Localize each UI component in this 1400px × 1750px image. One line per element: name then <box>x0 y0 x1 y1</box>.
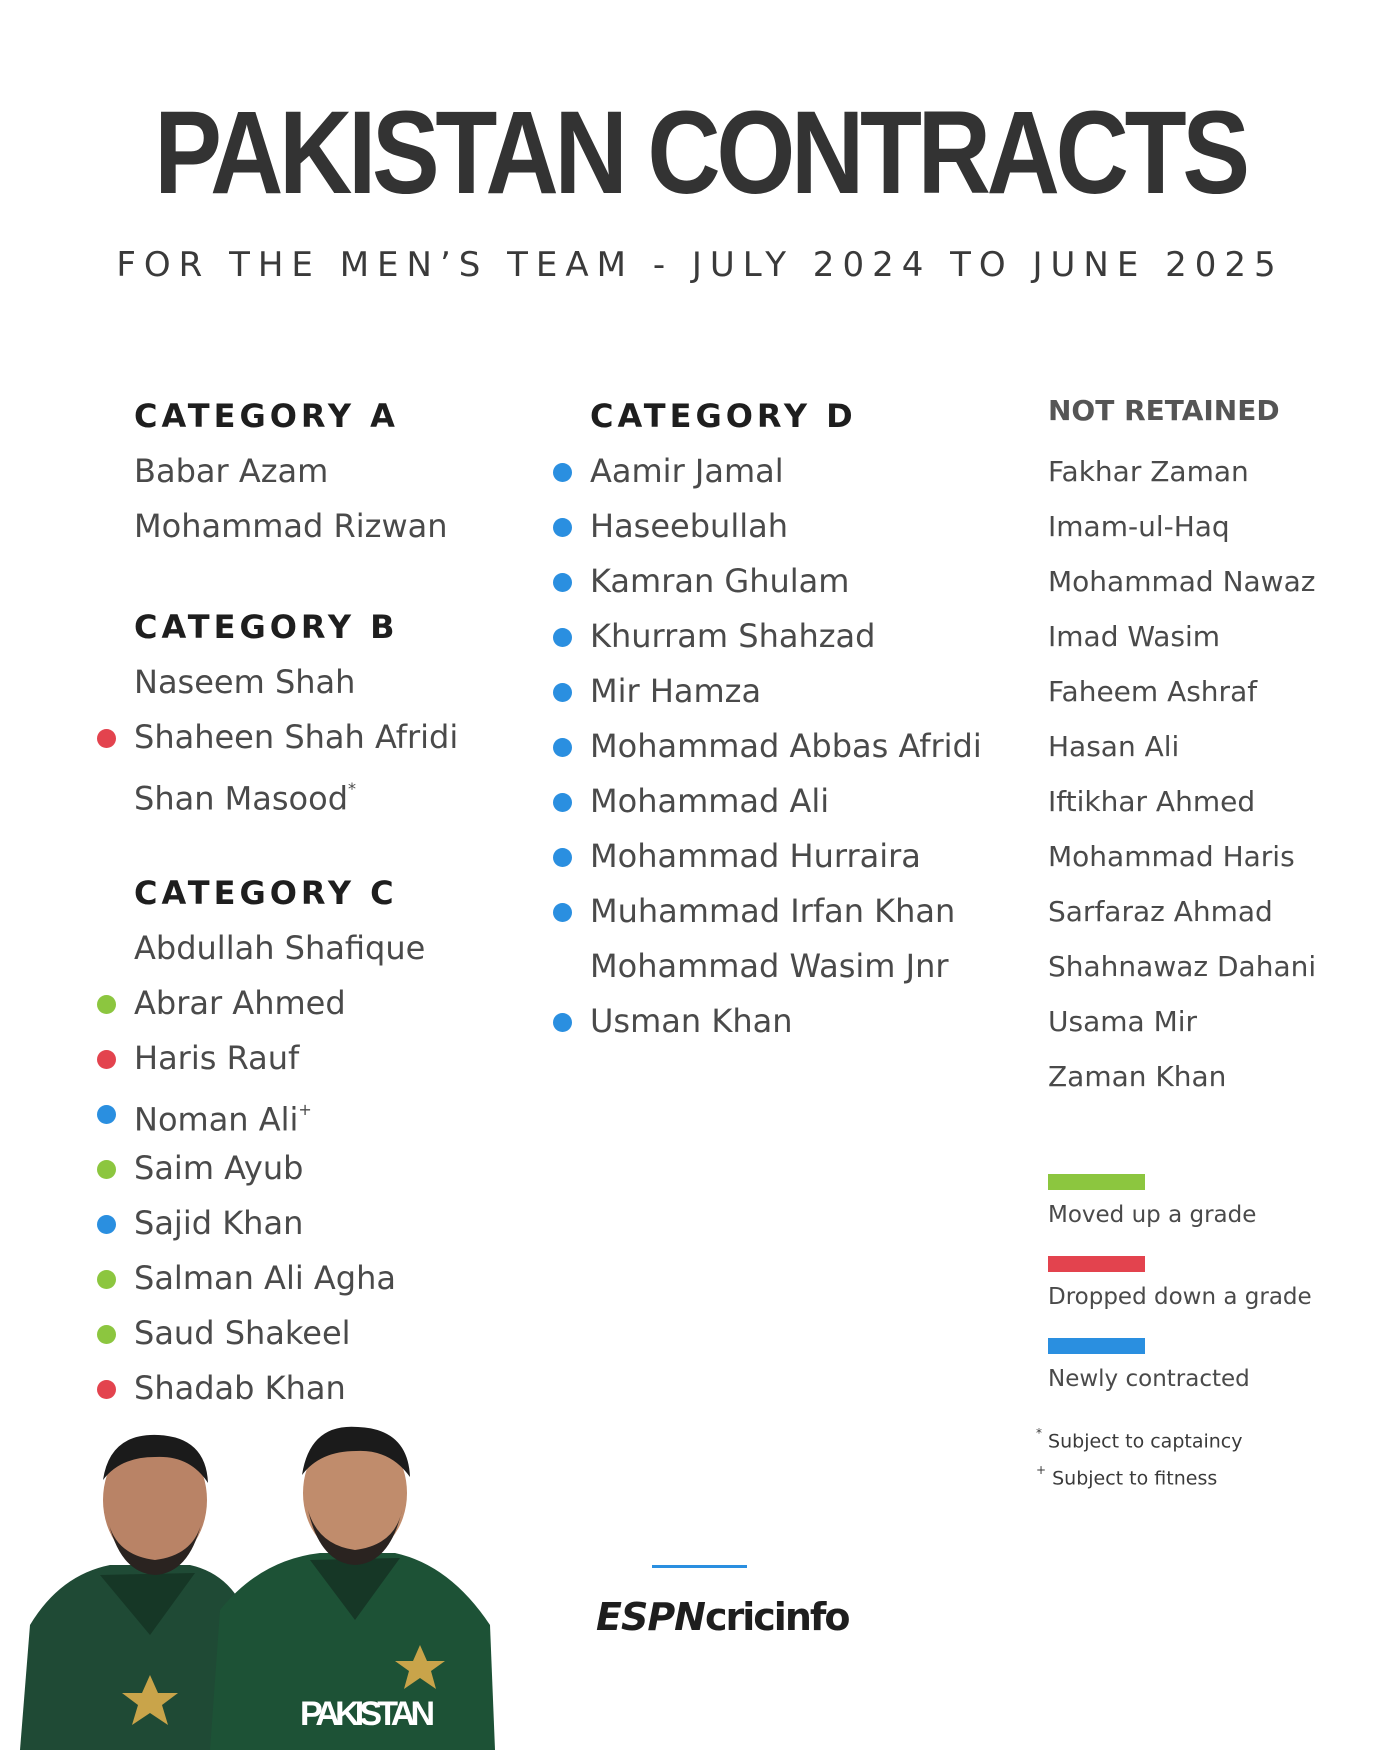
not-retained-player: Fakhar Zaman <box>1048 455 1249 488</box>
legend-swatch-down <box>1048 1256 1145 1272</box>
not-retained-player: Mohammad Nawaz <box>1048 565 1316 598</box>
player-row <box>134 1196 514 1251</box>
player-row <box>134 976 514 1031</box>
logo-espn: ESPN <box>596 1595 705 1639</box>
category-c-list <box>134 921 514 1416</box>
status-dot-up <box>97 995 116 1014</box>
not-retained-heading: NOT RETAINED <box>1048 394 1280 427</box>
status-dot-new <box>553 903 572 922</box>
player-row <box>134 710 514 765</box>
player-name: Noman Ali <box>134 1100 299 1139</box>
not-retained-player: Usama Mir <box>1048 1005 1198 1038</box>
status-dot-new <box>553 518 572 537</box>
status-dot-up <box>97 1270 116 1289</box>
category-a-section <box>134 388 514 554</box>
player-row <box>590 609 1010 664</box>
category-a-list <box>134 444 514 554</box>
not-retained-player: Shahnawaz Dahani <box>1048 950 1317 983</box>
category-c-heading: CATEGORY C <box>134 874 398 912</box>
status-dot-new <box>553 573 572 592</box>
player-footnote-mark: + <box>298 1100 312 1119</box>
player-row <box>134 765 514 820</box>
player-name: Mohammad Abbas Afridi <box>590 727 982 765</box>
player-row <box>134 1086 514 1141</box>
player-name: Saud Shakeel <box>134 1314 351 1352</box>
asterisk-mark: * <box>1036 1426 1042 1440</box>
player-name: Abrar Ahmed <box>134 984 346 1022</box>
status-dot-down <box>97 1050 116 1069</box>
status-dot-down <box>97 729 116 748</box>
player-row <box>590 499 1010 554</box>
status-dot-new <box>97 1215 116 1234</box>
player-name: Shadab Khan <box>134 1369 346 1407</box>
player-name: Shan Masood <box>134 779 349 818</box>
category-d-heading: CATEGORY D <box>590 397 857 435</box>
legend-swatch-up <box>1048 1174 1145 1190</box>
player-footnote-mark: * <box>348 779 357 798</box>
status-dot-new <box>553 848 572 867</box>
logo-divider <box>652 1565 747 1568</box>
player-name: Babar Azam <box>134 452 329 490</box>
player-name: Aamir Jamal <box>590 452 784 490</box>
footnote-captaincy <box>1036 1420 1378 1457</box>
status-dot-new <box>553 683 572 702</box>
page-title: PAKISTAN CONTRACTS <box>154 87 1246 219</box>
player-name: Mohammad Hurraira <box>590 837 921 875</box>
status-dot-new <box>553 463 572 482</box>
player-row <box>134 499 514 554</box>
footnote-captaincy-text: Subject to captaincy <box>1048 1430 1243 1453</box>
status-dot-down <box>97 1380 116 1399</box>
status-dot-new <box>553 738 572 757</box>
player-row <box>134 1251 514 1306</box>
jersey-text: PAKISTAN <box>300 1695 435 1733</box>
player-name: Sajid Khan <box>134 1204 304 1242</box>
not-retained-player: Sarfaraz Ahmad <box>1048 895 1273 928</box>
status-dot-new <box>553 793 572 812</box>
status-dot-new <box>553 628 572 647</box>
not-retained-player: Iftikhar Ahmed <box>1048 785 1256 818</box>
legend-swatch-new <box>1048 1338 1145 1354</box>
player-name: Saim Ayub <box>134 1149 304 1187</box>
player-row <box>134 655 514 710</box>
category-b-heading: CATEGORY B <box>134 608 399 646</box>
not-retained-player: Faheem Ashraf <box>1048 675 1258 708</box>
not-retained-list <box>1048 444 1378 1104</box>
player-row <box>590 884 1010 939</box>
player-name: Mir Hamza <box>590 672 762 710</box>
player-name: Salman Ali Agha <box>134 1259 396 1297</box>
not-retained-player: Mohammad Haris <box>1048 840 1295 873</box>
player-name: Abdullah Shafique <box>134 929 426 967</box>
player-row <box>590 719 1010 774</box>
player-name: Mohammad Ali <box>590 782 830 820</box>
player-name: Mohammad Rizwan <box>134 507 448 545</box>
category-b-list <box>134 655 514 820</box>
category-c-section <box>134 865 514 1416</box>
status-dot-up <box>97 1325 116 1344</box>
footnotes <box>1036 1420 1378 1495</box>
status-dot-up <box>97 1160 116 1179</box>
player-name: Usman Khan <box>590 1002 793 1040</box>
player-row <box>134 444 514 499</box>
player-row <box>590 444 1010 499</box>
legend-label-new: Newly contracted <box>1048 1366 1250 1392</box>
player-name: Haris Rauf <box>134 1039 300 1077</box>
category-d-list <box>590 444 1010 1049</box>
status-dot-new <box>97 1105 116 1124</box>
legend-label-down: Dropped down a grade <box>1048 1284 1312 1310</box>
player-name: Mohammad Wasim Jnr <box>590 947 949 985</box>
player-row <box>134 1141 514 1196</box>
player-name: Haseebullah <box>590 507 788 545</box>
player-row <box>134 921 514 976</box>
player-name: Naseem Shah <box>134 663 356 701</box>
player-row <box>590 664 1010 719</box>
player-name: Kamran Ghulam <box>590 562 850 600</box>
player-row <box>134 1306 514 1361</box>
player-name: Shaheen Shah Afridi <box>134 718 459 756</box>
footnote-fitness-text: Subject to fitness <box>1052 1467 1218 1490</box>
category-a-heading: CATEGORY A <box>134 397 399 435</box>
legend <box>1048 1174 1378 1392</box>
not-retained-player: Imam-ul-Haq <box>1048 510 1230 543</box>
player-row <box>134 1361 514 1416</box>
logo-cricinfo: cricinfo <box>704 1595 849 1639</box>
category-d-section <box>590 388 1010 1049</box>
player-name: Muhammad Irfan Khan <box>590 892 956 930</box>
player-row <box>590 994 1010 1049</box>
footnote-fitness <box>1036 1457 1378 1494</box>
players-photo <box>0 1425 500 1750</box>
category-b-section <box>134 599 514 820</box>
plus-mark: + <box>1036 1463 1047 1478</box>
player-name: Khurram Shahzad <box>590 617 876 655</box>
player-right-figure <box>210 1427 495 1750</box>
not-retained-player: Imad Wasim <box>1048 620 1221 653</box>
left-column <box>134 388 514 1416</box>
player-row <box>590 774 1010 829</box>
middle-column <box>590 388 1010 1049</box>
not-retained-player: Hasan Ali <box>1048 730 1180 763</box>
player-row <box>590 939 1010 994</box>
legend-label-up: Moved up a grade <box>1048 1202 1257 1228</box>
player-row <box>590 554 1010 609</box>
player-row <box>134 1031 514 1086</box>
not-retained-player: Zaman Khan <box>1048 1060 1227 1093</box>
page-subtitle: FOR THE MEN’S TEAM - JULY 2024 TO JUNE 2025 <box>116 245 1284 285</box>
player-row <box>590 829 1010 884</box>
status-dot-new <box>553 1013 572 1032</box>
espncricinfo-logo <box>596 1595 849 1639</box>
right-column <box>1036 386 1378 1495</box>
